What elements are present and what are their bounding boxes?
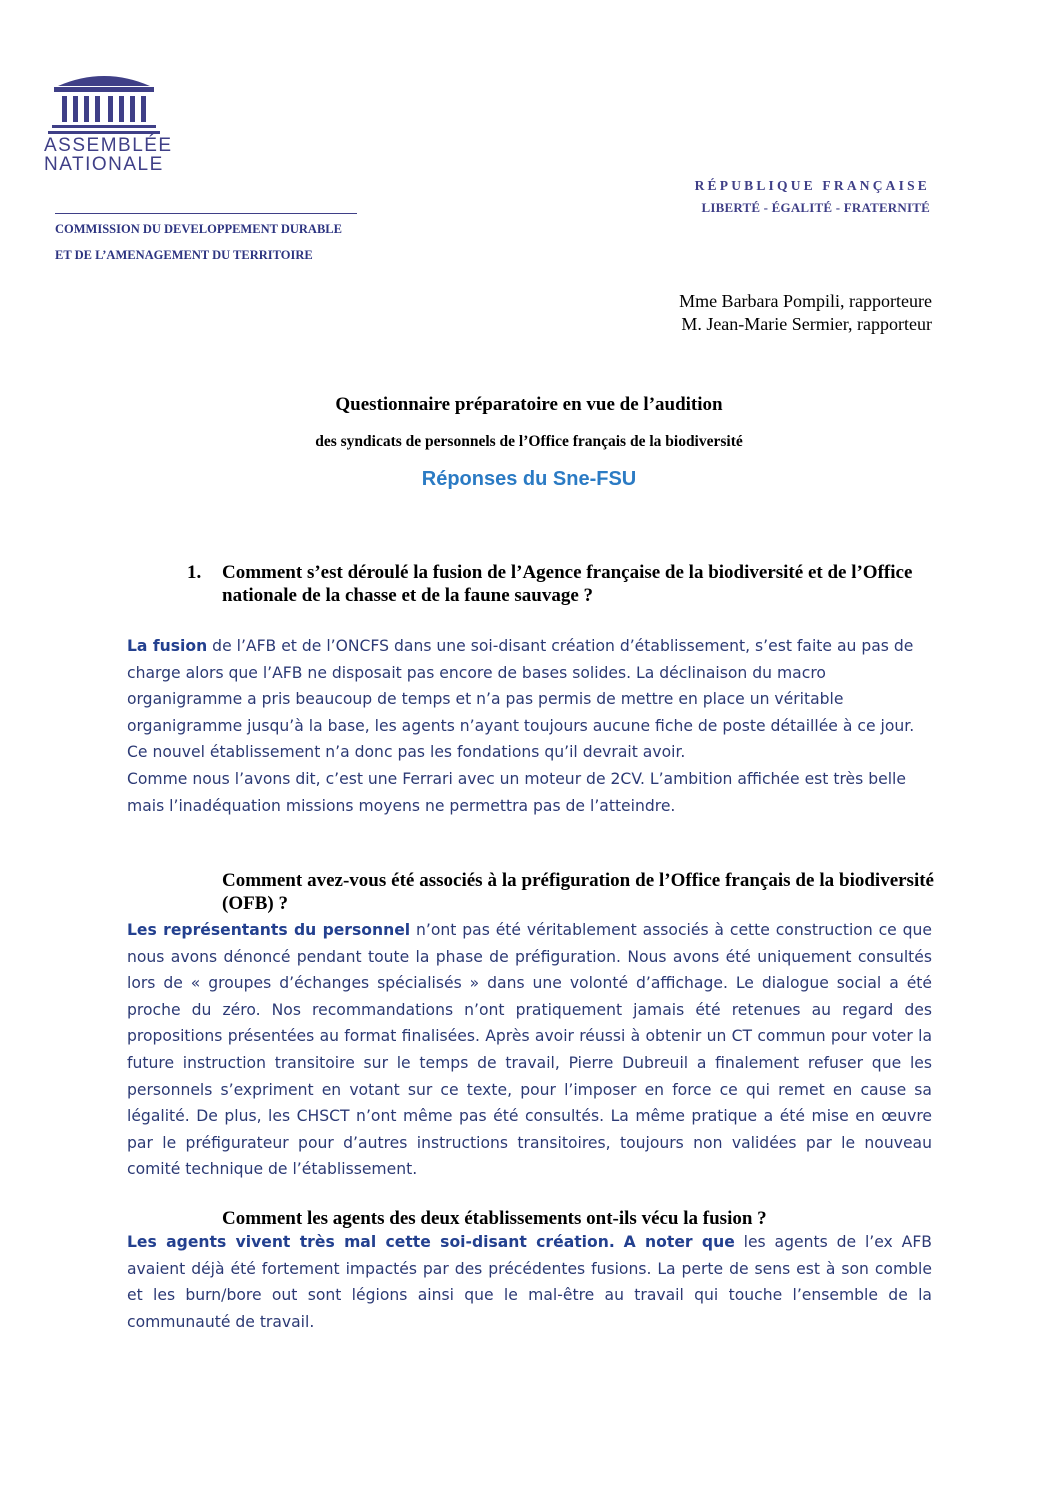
assemblee-nationale-building-icon xyxy=(44,70,164,136)
document-title: Questionnaire préparatoire en vue de l’audition xyxy=(335,394,723,415)
question-1-number: 1. xyxy=(187,562,202,583)
answer-2-lead: Les représentants du personnel xyxy=(127,921,411,939)
logo-text-line1: ASSEMBLÉE xyxy=(44,135,173,156)
question-2: Comment avez-vous été associés à la préfiguration de l’Office français de la biodiversité (OFB) ? xyxy=(222,870,934,914)
question-3: Comment les agents des deux établissements ont-ils vécu la fusion ? xyxy=(222,1208,767,1229)
devise: LIBERTÉ - ÉGALITÉ - FRATERNITÉ xyxy=(701,200,930,215)
answer-2-paragraph xyxy=(127,917,932,1183)
answer-3-paragraph xyxy=(127,1229,932,1335)
commission-line1: COMMISSION DU DEVELOPPEMENT DURABLE xyxy=(55,222,342,236)
assemblee-nationale-logo xyxy=(44,70,174,185)
answer-3-text: les agents de l’ex AFB avaient déjà été fortement impactés par des précédentes fusions. La perte de sens est à son comble et les burn/bore out sont légions ainsi que le mal-être au travail qui touche l’ensemble de la communauté de travail. xyxy=(127,1233,932,1331)
question-1: Comment s’est déroulé la fusion de l’Agence française de la biodiversité et de l’Office nationale de la chasse et de la faune sauvage ? xyxy=(222,562,913,606)
answer-1 xyxy=(127,633,932,819)
document-subtitle: des syndicats de personnels de l’Office français de la biodiversité xyxy=(315,433,743,450)
commission-line2: ET DE L’AMENAGEMENT DU TERRITOIRE xyxy=(55,248,313,262)
answer-1-paragraph-1 xyxy=(127,633,932,739)
answer-1-text: de l’AFB et de l’ONCFS dans une soi-disant création d’établissement, s’est faite au pas de charge alors que l’AFB ne disposait pas encore de bases solides. La déclinaison du macro organigramme a pris beaucoup de temps et n’a pas permis de mettre en place un véritable organigramme jusqu’à la base, les agents n’ayant toujours aucune fiche de poste détaillée à ce jour. xyxy=(127,637,915,735)
rapporteur-2: M. Jean-Marie Sermier, rapporteur xyxy=(681,314,932,334)
answer-3-lead-1: Les agents vivent très mal cette soi-disant création. xyxy=(127,1233,615,1251)
answer-1-paragraph-3: Comme nous l’avons dit, c’est une Ferrari avec un moteur de 2CV. L’ambition affichée est très belle mais l’inadéquation missions moyens ne permettra pas de l’atteindre. xyxy=(127,769,906,815)
answer-1-lead: La fusion xyxy=(127,637,208,655)
answer-3 xyxy=(127,1229,932,1335)
answer-2 xyxy=(127,917,932,1183)
rapporteur-1: Mme Barbara Pompili, rapporteure xyxy=(679,291,932,311)
republique-francaise: RÉPUBLIQUE FRANÇAISE xyxy=(694,178,930,193)
logo-text-line2: NATIONALE xyxy=(44,154,164,175)
responses-heading: Réponses du Sne-FSU xyxy=(421,468,637,490)
answer-3-lead-2: A noter que xyxy=(623,1233,735,1251)
answer-1-paragraph-2: Ce nouvel établissement n’a donc pas les fondations qu’il devrait avoir. xyxy=(127,743,686,762)
answer-2-text: n’ont pas été véritablement associés à cette construction ce que nous avons dénoncé pendant toute la phase de préfiguration. Nous avons été uniquement consultés lors de « groupes d’échanges spécialisés » dans une volonté d’affichage. Le dialogue social a été proche du zéro. Nos recommandations n’ont pratiquement jamais été retenues au regard des propositions présentées au format finalisées. Après avoir réussi à obtenir un CT commun pour voter la future instruction transitoire sur le temps de travail, Pierre Dubreuil a finalement refuser que les personnels s’expriment en votant sur ce texte, pour l’imposer en force ce qui remet en cause sa légalité. De plus, les CHSCT n’ont même pas été consultés. La même pratique a été mise en œuvre par le préfigurateur pour d’autres instructions transitoires, toujours non validées par le nouveau comité technique de l’établissement. xyxy=(127,921,932,1179)
header-rule xyxy=(55,213,357,214)
